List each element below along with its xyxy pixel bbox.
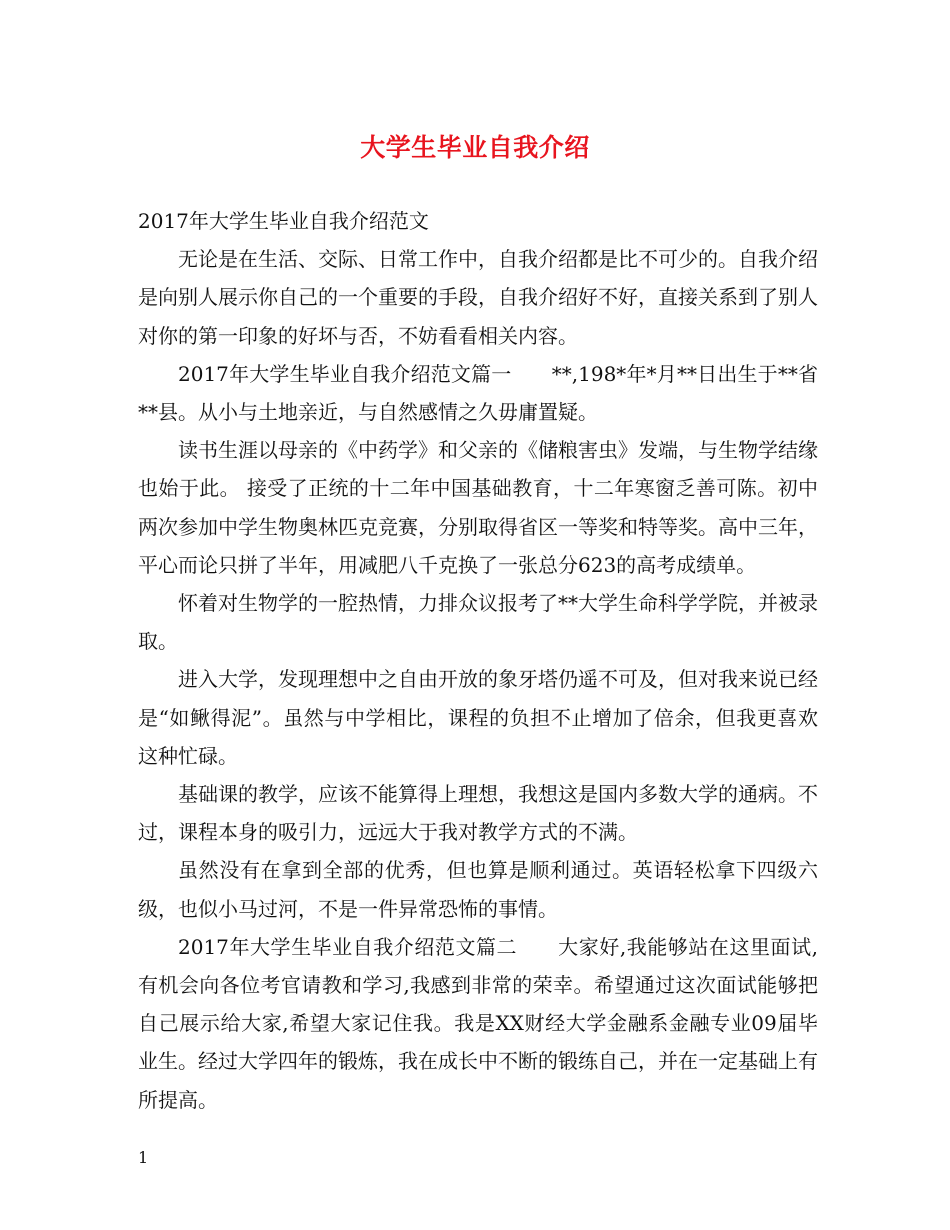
document-title: 大学生毕业自我介绍 <box>360 133 590 162</box>
document-body <box>138 202 818 1119</box>
paragraph-sample-one: 2017年大学生毕业自我介绍范文篇一 **,198*年*月**日出生于**省**县。从小与土地亲近，与自然感情之久毋庸置疑。 <box>138 361 818 425</box>
paragraph-intro: 无论是在生活、交际、日常工作中，自我介绍都是比不可少的。自我介绍是向别人展示你自己的一个重要的手段，自我介绍好不好，直接关系到了别人对你的第一印象的好坏与否，不妨看看相关内容。 <box>138 247 818 348</box>
paragraph-study-history: 读书生涯以母亲的《中药学》和父亲的《储粮害虫》发端，与生物学结缘也始于此。 接受了正统的十二年中国基础教育，十二年寒窗乏善可陈。初中两次参加中学生物奥林匹克竞赛，分别取得省区一等奖和特等奖。高中三年，平心而论只拼了半年，用减肥八千克换了一张总分623的高考成绩单。 <box>138 438 818 577</box>
paragraph-english: 虽然没有在拿到全部的优秀，但也算是顺利通过。英语轻松拿下四级六级，也似小马过河，不是一件异常恐怖的事情。 <box>138 858 818 921</box>
paragraph-sample-two: 2017年大学生毕业自我介绍范文篇二 大家好,我能够站在这里面试,有机会向各位考官请教和学习,我感到非常的荣幸。希望通过这次面试能够把自己展示给大家,希望大家记住我。我是XX财经大学金融系金融专业09届毕业生。经过大学四年的锻炼，我在成长中不断的锻练自己，并在一定基础上有所提高。 <box>138 934 818 1112</box>
page-number: 1 <box>138 1148 149 1167</box>
paragraph-courses: 基础课的教学，应该不能算得上理想，我想这是国内多数大学的通病。不过，课程本身的吸引力，远远大于我对教学方式的不满。 <box>138 782 818 845</box>
document-subtitle: 2017年大学生毕业自我介绍范文 <box>138 209 429 233</box>
paragraph-university: 进入大学，发现理想中之自由开放的象牙塔仍遥不可及，但对我来说已经是“如鳅得泥”。虽然与中学相比，课程的负担不止增加了倍余，但我更喜欢这种忙碌。 <box>138 667 818 768</box>
paragraph-admission: 怀着对生物学的一腔热情，力排众议报考了**大学生命科学学院，并被录取。 <box>138 591 818 654</box>
